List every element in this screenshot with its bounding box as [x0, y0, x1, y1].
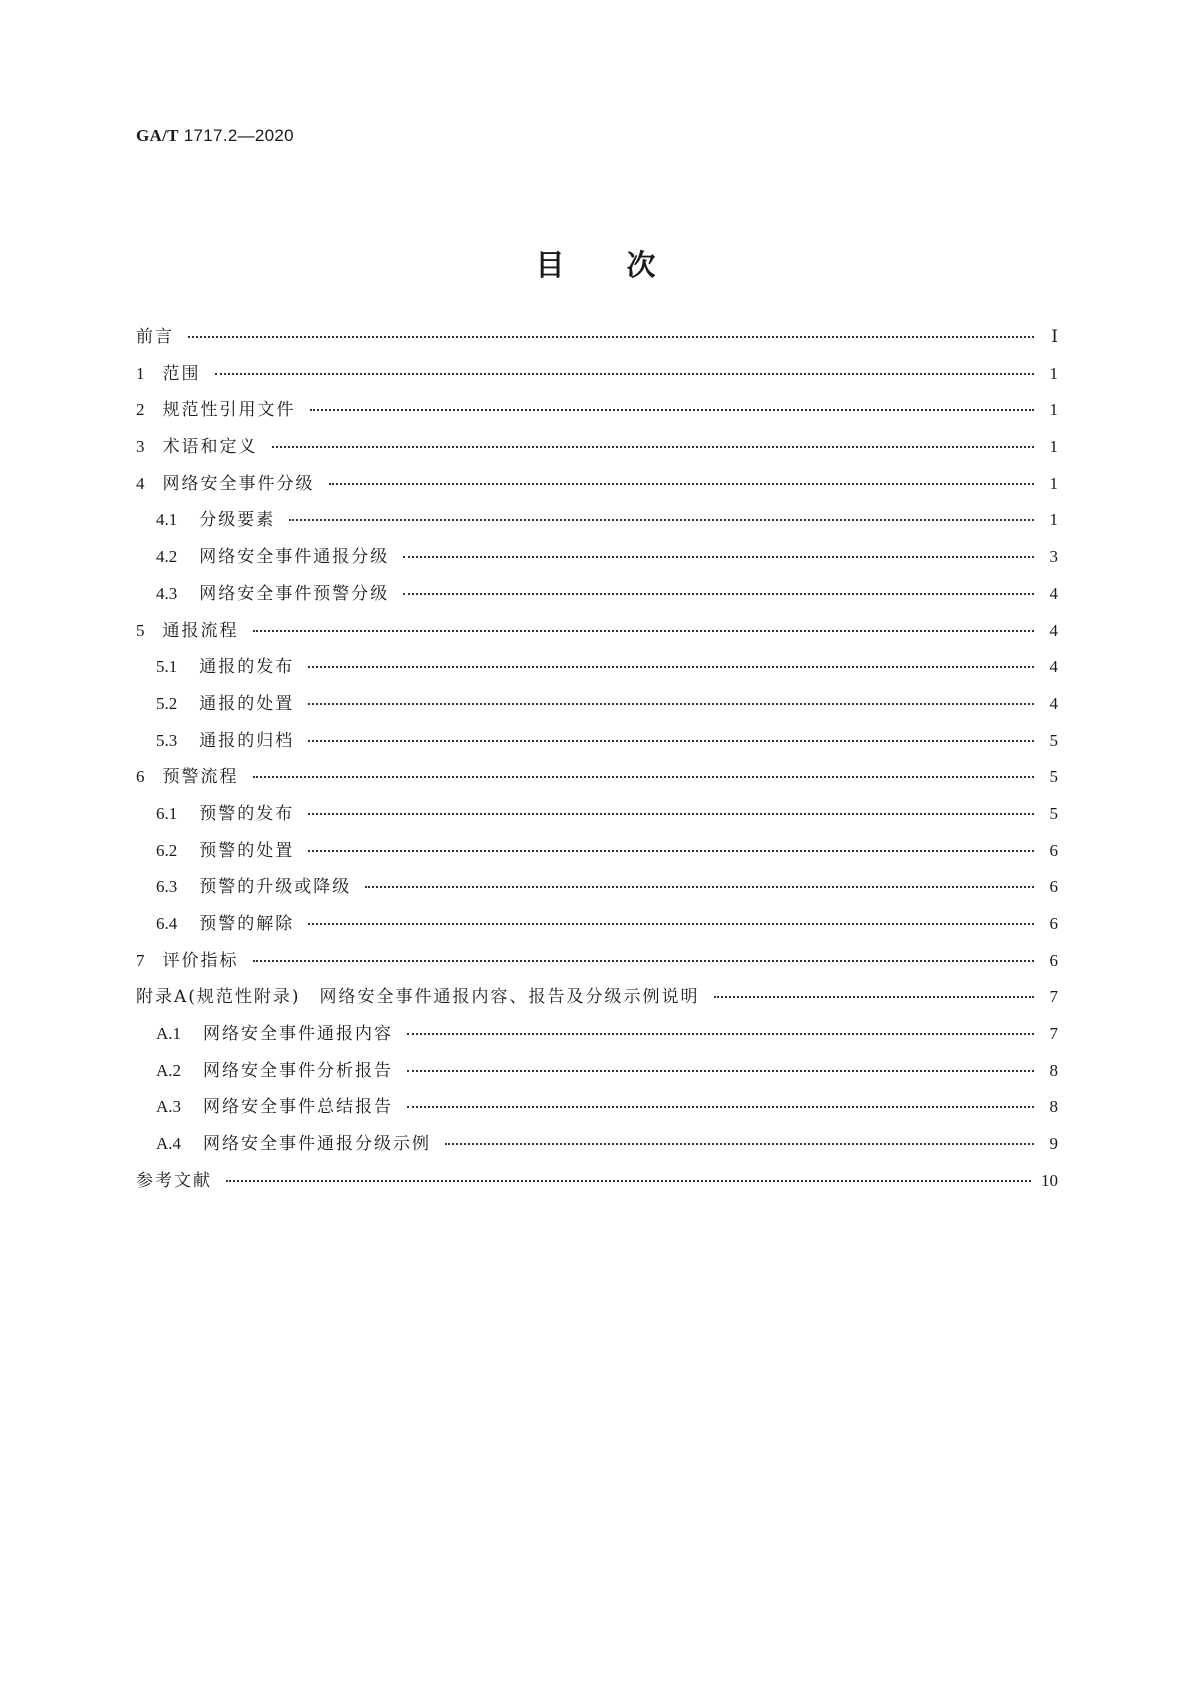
toc-entry[interactable]	[136, 432, 1058, 469]
toc-dot-leader	[714, 996, 1034, 998]
toc-entry-title: 网络安全事件分析报告	[203, 1060, 394, 1081]
toc-entry-number: 5	[136, 620, 145, 640]
toc-dot-leader	[188, 336, 1034, 338]
toc-entry-page: 8	[1049, 1097, 1058, 1117]
toc-entry[interactable]	[136, 469, 1058, 506]
toc-dot-leader	[308, 703, 1034, 705]
toc-dot-leader	[403, 593, 1034, 595]
toc-entry[interactable]	[136, 322, 1058, 359]
standard-prefix: GA/T	[136, 126, 179, 145]
toc-entry-page: Ⅰ	[1051, 327, 1058, 346]
toc-entry-page: 8	[1049, 1060, 1058, 1080]
toc-entry-number: 4.2	[156, 547, 178, 567]
toc-entry-number: 6.1	[156, 803, 178, 823]
toc-entry-number: 5.1	[156, 657, 178, 677]
toc-entry-page: 6	[1049, 914, 1058, 933]
toc-entry-title: 术语和定义	[162, 437, 258, 458]
toc-entry-number: 1	[136, 363, 145, 383]
toc-dot-leader	[329, 483, 1035, 485]
toc-entry-page: 10	[1041, 1170, 1058, 1190]
toc-dot-leader	[308, 813, 1034, 815]
toc-entry[interactable]	[136, 836, 1058, 873]
toc-dot-leader	[407, 1033, 1034, 1035]
toc-entry-title: 附录A(规范性附录) 网络安全事件通报内容、报告及分级示例说明	[136, 987, 700, 1008]
toc-entry-title: 通报的处置	[199, 693, 295, 714]
toc-entry-title: 预警的发布	[199, 803, 295, 824]
toc-entry[interactable]	[136, 1019, 1058, 1056]
toc-entry-page: 4	[1049, 657, 1058, 677]
toc-entry-page: 5	[1049, 730, 1058, 750]
toc-entry[interactable]	[136, 762, 1058, 799]
toc-entry-number: 6.3	[156, 877, 178, 897]
toc-entry-title: 预警流程	[162, 767, 239, 788]
toc-entry-number: 6	[136, 767, 145, 787]
toc-entry-title: 网络安全事件分级	[162, 473, 315, 494]
toc-dot-leader	[407, 1070, 1034, 1072]
toc-entry-number: A.3	[156, 1097, 182, 1117]
toc-entry-page: 5	[1049, 803, 1058, 823]
toc-entry-page: 1	[1049, 437, 1058, 457]
toc-entry-number: A.2	[156, 1060, 182, 1080]
toc-entry[interactable]	[136, 505, 1058, 542]
toc-entry-page: 5	[1049, 767, 1058, 787]
page-title: 目次	[535, 248, 718, 283]
toc-entry-title: 网络安全事件通报内容	[203, 1024, 394, 1045]
toc-dot-leader	[308, 666, 1034, 668]
toc-entry-page: 7	[1049, 987, 1058, 1007]
toc-entry[interactable]	[136, 1092, 1058, 1129]
toc-entry[interactable]	[136, 726, 1058, 763]
toc-entry-title: 规范性引用文件	[162, 400, 296, 421]
toc-entry-page: 4	[1049, 693, 1058, 713]
toc-entry-page: 4	[1049, 583, 1058, 603]
toc-dot-leader	[308, 923, 1034, 925]
toc-entry-number: 7	[136, 950, 145, 970]
toc-entry-number: 4.1	[156, 510, 178, 530]
toc-dot-leader	[308, 850, 1034, 852]
toc-entry-title: 通报的发布	[199, 657, 295, 678]
toc-entry-page: 1	[1049, 363, 1058, 383]
toc-entry-page: 1	[1049, 510, 1058, 530]
toc-entry-number: 5.3	[156, 730, 178, 750]
toc-dot-leader	[445, 1143, 1034, 1145]
toc-dot-leader	[253, 776, 1035, 778]
toc-entry-page: 6	[1049, 877, 1058, 897]
toc-entry[interactable]	[136, 946, 1058, 983]
toc-entry-page: 3	[1049, 547, 1058, 567]
toc-dot-leader	[215, 373, 1035, 375]
toc-entry-page: 4	[1049, 620, 1058, 640]
toc-entry-page: 1	[1049, 400, 1058, 420]
toc-entry-title: 预警的处置	[199, 840, 295, 861]
toc-entry-title: 通报的归档	[199, 730, 295, 751]
toc-entry-number: 4.3	[156, 583, 178, 603]
toc-entry[interactable]	[136, 982, 1058, 1019]
toc-entry-number: 2	[136, 400, 145, 420]
toc-entry-title: 网络安全事件通报分级示例	[203, 1134, 432, 1155]
toc-entry-number: 4	[136, 473, 145, 493]
toc-entry[interactable]	[136, 909, 1058, 946]
toc-entry-number: 6.2	[156, 840, 178, 860]
toc-entry[interactable]	[136, 542, 1058, 579]
toc-entry-page: 7	[1049, 1024, 1058, 1044]
toc-dot-leader	[308, 740, 1034, 742]
toc-entry-title: 前言	[136, 327, 174, 347]
toc-entry[interactable]	[136, 616, 1058, 653]
toc-entry-title: 参考文献	[136, 1170, 212, 1191]
toc-entry-title: 通报流程	[162, 620, 239, 641]
toc-entry-page: 9	[1049, 1134, 1058, 1154]
toc-entry-number: 3	[136, 437, 145, 457]
toc-entry-title: 范围	[162, 363, 201, 384]
toc-entry[interactable]	[136, 872, 1058, 909]
toc-entry[interactable]	[136, 689, 1058, 726]
toc-entry-page: 1	[1049, 473, 1058, 493]
toc-dot-leader	[289, 519, 1034, 521]
toc-entry-title: 预警的解除	[199, 914, 295, 934]
standard-number: 1717.2—2020	[183, 126, 294, 145]
toc-entry[interactable]	[136, 799, 1058, 836]
toc-dot-leader	[310, 409, 1035, 411]
toc-entry-title: 预警的升级或降级	[199, 877, 352, 898]
toc-entry-number: 5.2	[156, 693, 178, 713]
toc-entry-title: 分级要素	[199, 510, 276, 531]
toc-entry[interactable]	[136, 1129, 1058, 1166]
toc-dot-leader	[403, 556, 1034, 558]
toc-dot-leader	[253, 960, 1035, 962]
toc-entry-title: 网络安全事件预警分级	[199, 583, 390, 604]
toc-dot-leader	[272, 446, 1035, 448]
toc-entry[interactable]	[136, 359, 1058, 396]
toc-entry-title: 网络安全事件通报分级	[199, 547, 390, 568]
toc-entry-number: 6.4	[156, 914, 178, 933]
toc-entry[interactable]	[136, 579, 1058, 616]
table-of-contents	[136, 322, 1058, 1203]
toc-entry[interactable]	[136, 1056, 1058, 1093]
toc-entry-page: 6	[1049, 840, 1058, 860]
toc-entry-title: 评价指标	[162, 950, 239, 971]
toc-entry[interactable]	[136, 1166, 1058, 1203]
toc-dot-leader	[407, 1106, 1034, 1108]
toc-dot-leader	[365, 886, 1034, 888]
toc-entry[interactable]	[136, 652, 1058, 689]
toc-entry-page: 6	[1049, 950, 1058, 970]
standard-code	[136, 126, 294, 146]
toc-entry-title: 网络安全事件总结报告	[203, 1097, 394, 1118]
toc-entry-number: A.4	[156, 1134, 182, 1154]
toc-dot-leader	[253, 630, 1035, 632]
toc-entry-number: A.1	[156, 1024, 182, 1044]
toc-dot-leader	[226, 1180, 1031, 1182]
toc-entry[interactable]	[136, 395, 1058, 432]
